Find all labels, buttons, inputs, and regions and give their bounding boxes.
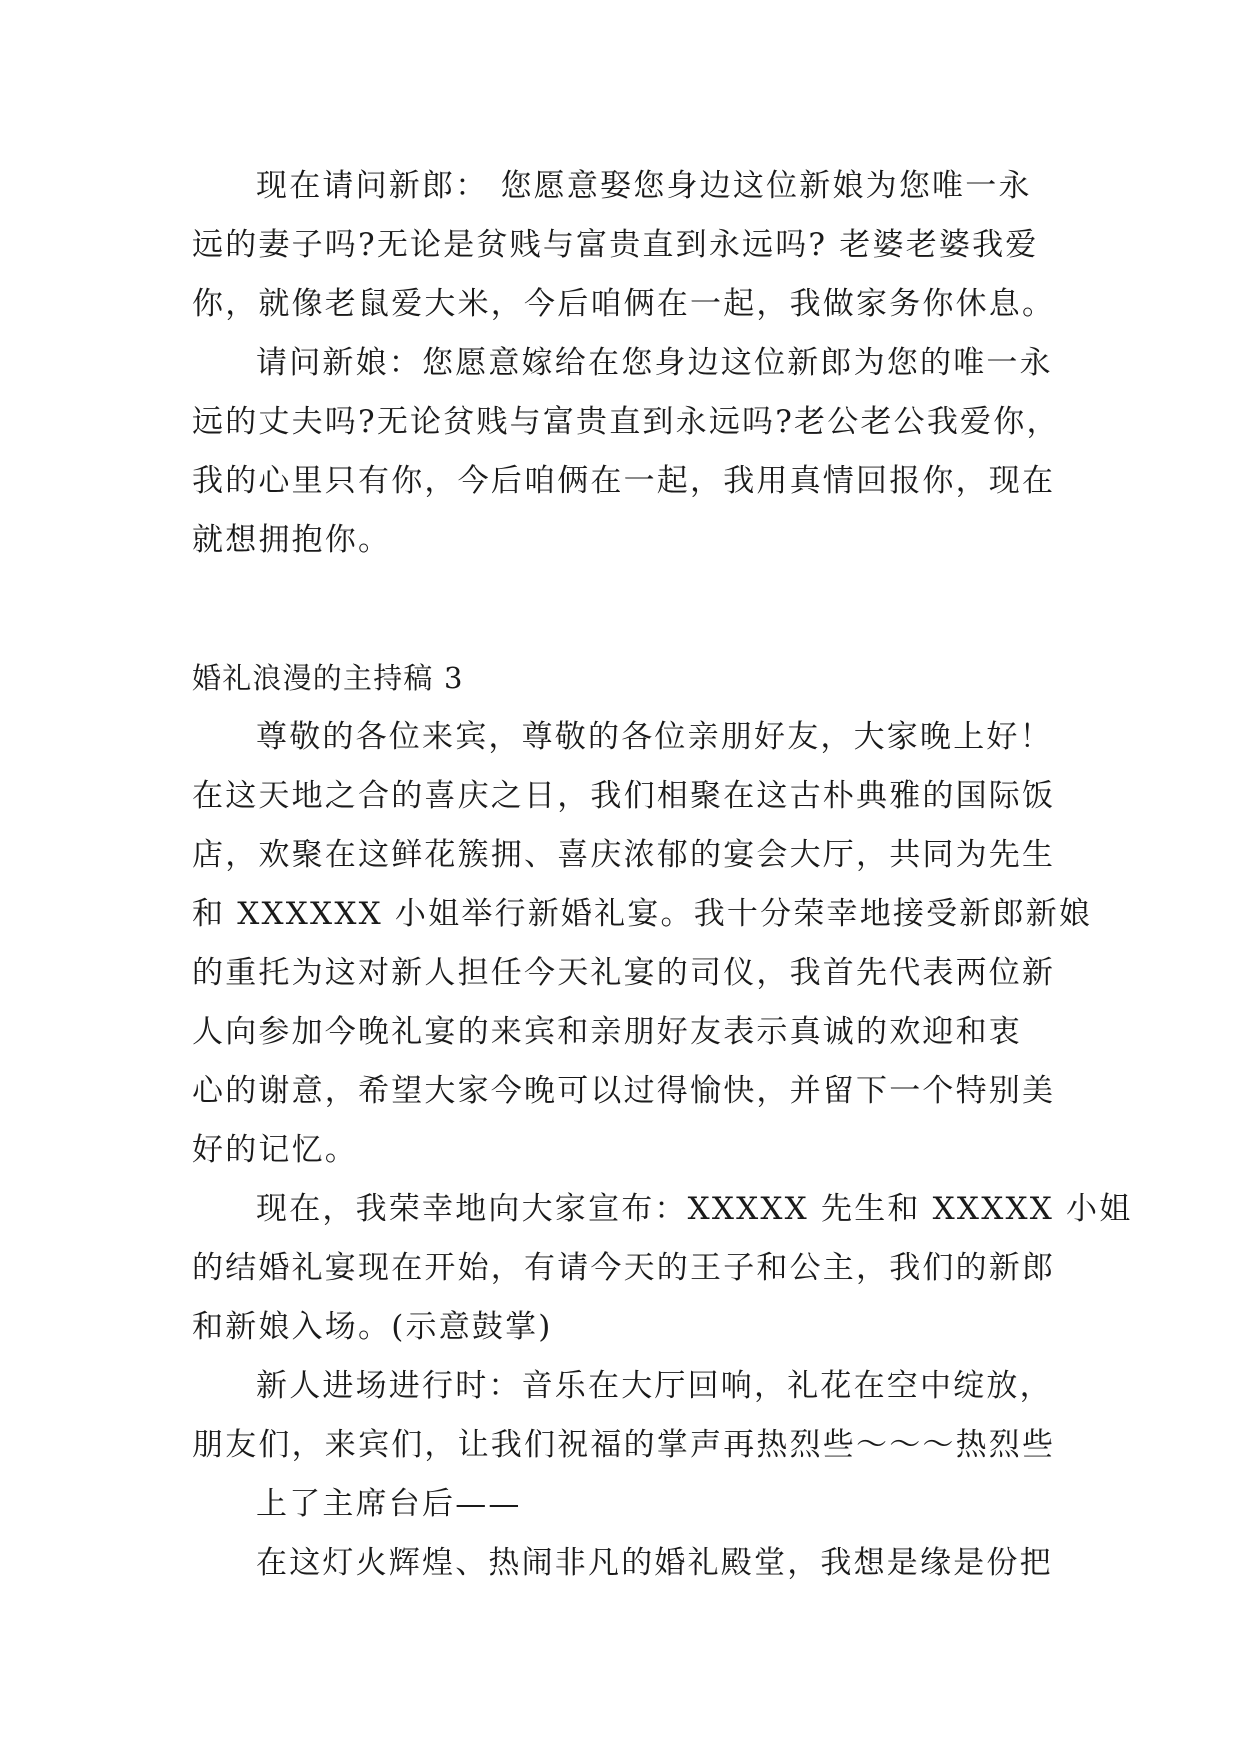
text-line: 和新娘入场。(示意鼓掌) xyxy=(192,1309,553,1345)
text-line: 朋友们，来宾们，让我们祝福的掌声再热烈些～～～热烈些 xyxy=(192,1427,1056,1463)
text-line: 的结婚礼宴现在开始，有请今天的王子和公主，我们的新郎 xyxy=(192,1250,1056,1286)
text-line: 的重托为这对新人担任今天礼宴的司仪，我首先代表两位新 xyxy=(192,955,1056,991)
section-heading: 婚礼浪漫的主持稿 3 xyxy=(192,661,464,695)
text-line: 和 XXXXXX 小姐举行新婚礼宴。我十分荣幸地接受新郎新娘 xyxy=(192,896,1093,932)
text-line: 远的妻子吗?无论是贫贱与富贵直到永远吗? 老婆老婆我爱 xyxy=(192,227,1039,263)
text-line: 你，就像老鼠爱大米，今后咱俩在一起，我做家务你休息。 xyxy=(192,286,1056,322)
text-line: 我的心里只有你，今后咱俩在一起，我用真情回报你，现在 xyxy=(192,463,1056,499)
paragraph-hall xyxy=(192,1534,1060,1593)
text-line: 上了主席台后—— xyxy=(256,1486,522,1522)
text-line: 人向参加今晚礼宴的来宾和亲朋好友表示真诚的欢迎和衷 xyxy=(192,1014,1022,1050)
paragraph-groom-vow xyxy=(192,157,1060,334)
text-line: 在这天地之合的喜庆之日，我们相聚在这古朴典雅的国际饭 xyxy=(192,778,1056,814)
text-line: 就想拥抱你。 xyxy=(192,522,392,558)
text-line: 现在请问新郎： 您愿意娶您身边这位新娘为您唯一永 xyxy=(256,168,1032,204)
text-line: 心的谢意，希望大家今晚可以过得愉快，并留下一个特别美 xyxy=(192,1073,1056,1109)
paragraph-welcome xyxy=(192,708,1093,1180)
text-line: 在这灯火辉煌、热闹非凡的婚礼殿堂，我想是缘是份把 xyxy=(256,1545,1053,1581)
paragraph-stage xyxy=(192,1475,1060,1534)
text-line: 好的记忆。 xyxy=(192,1132,358,1168)
paragraph-bride-vow xyxy=(192,334,1060,570)
text-line: 现在，我荣幸地向大家宣布：XXXXX 先生和 XXXXX 小姐 xyxy=(256,1191,1133,1227)
text-line: 远的丈夫吗?无论贫贱与富贵直到永远吗?老公老公我爱你， xyxy=(192,404,1060,440)
document-body xyxy=(192,157,1133,1593)
text-line: 店，欢聚在这鲜花簇拥、喜庆浓郁的宴会大厅，共同为先生 xyxy=(192,837,1056,873)
section-spacer xyxy=(192,570,1060,649)
paragraph-announcement xyxy=(192,1180,1133,1357)
text-line: 尊敬的各位来宾，尊敬的各位亲朋好友，大家晚上好！ xyxy=(256,719,1053,755)
text-line: 新人进场进行时：音乐在大厅回响，礼花在空中绽放， xyxy=(256,1368,1053,1404)
paragraph-entrance xyxy=(192,1357,1060,1475)
text-line: 请问新娘：您愿意嫁给在您身边这位新郎为您的唯一永 xyxy=(256,345,1053,381)
